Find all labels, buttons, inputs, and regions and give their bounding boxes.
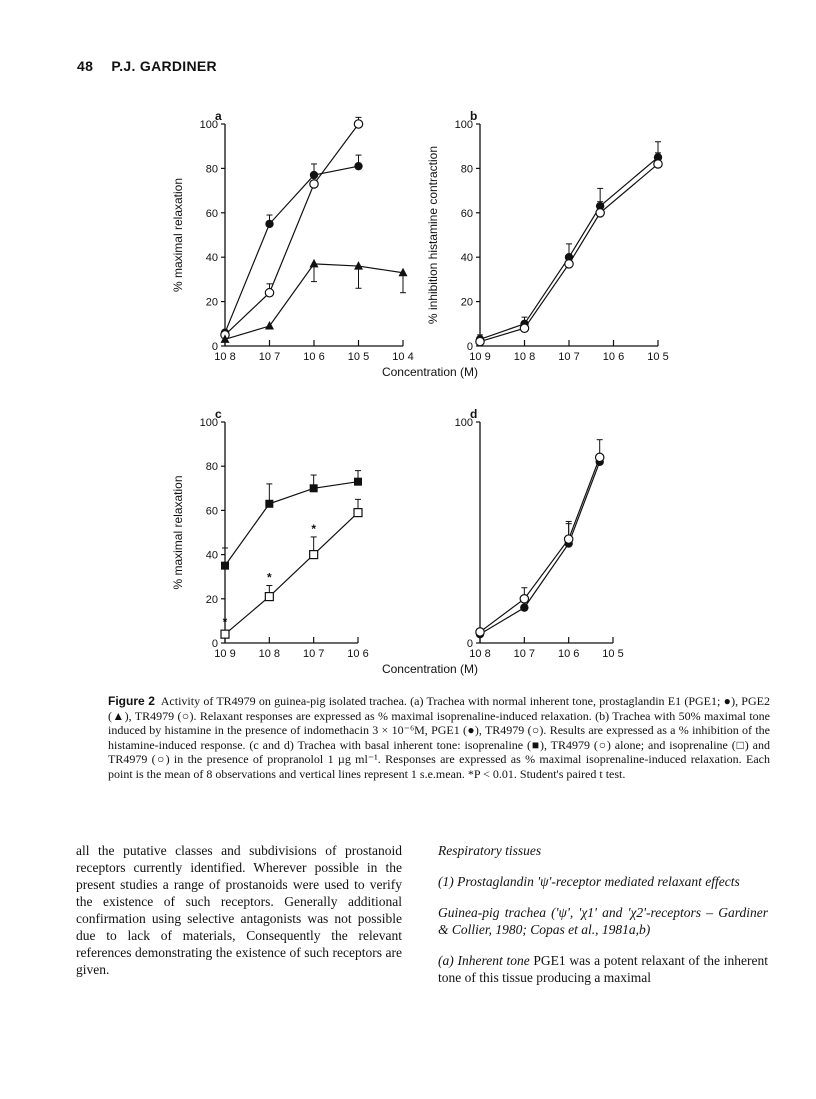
- para-lead: (a) Inherent tone: [438, 953, 530, 968]
- significance-marker: *: [222, 615, 228, 630]
- y-tick-label: 0: [211, 341, 218, 353]
- tissue-heading: Guinea-pig trachea ('ψ', 'χ1' and 'χ2'-receptors – Gardiner & Collier, 1980; Copas et al., 1981a,b): [438, 905, 768, 937]
- data-point: [564, 535, 572, 543]
- data-point: [221, 562, 229, 570]
- y-tick-label: 60: [205, 505, 218, 518]
- data-point: [596, 209, 604, 217]
- series-tr4979: [221, 117, 363, 339]
- x-tick-label: 10 5: [647, 351, 669, 363]
- x-tick-label: 10 6: [303, 351, 325, 363]
- x-tick-label: 10 9: [214, 648, 236, 660]
- x-axis-title-top: Concentration (M): [381, 365, 479, 379]
- x-tick-label: 10 8: [258, 648, 281, 660]
- y-tick-label: 80: [460, 163, 473, 176]
- chart-panel-a: [171, 109, 414, 363]
- data-point: [520, 595, 528, 603]
- data-point: [354, 509, 362, 517]
- x-axis-title-bottom: Concentration (M): [381, 662, 479, 676]
- x-tick-label: 10 8: [469, 648, 491, 660]
- data-point: [265, 593, 273, 601]
- panel-label: a: [215, 109, 222, 123]
- y-tick-label: 20: [205, 296, 218, 309]
- series-line: [480, 457, 600, 632]
- chart-panel-b: [426, 109, 669, 363]
- series-isoprenaline-tr4979: [221, 499, 362, 638]
- data-point: [520, 603, 528, 611]
- subsection-title: (1) Prostaglandin 'ψ'-receptor mediated relaxant effects: [438, 874, 740, 889]
- y-tick-label: 80: [205, 461, 218, 474]
- y-tick-label: 60: [205, 207, 218, 220]
- series-pge2: [221, 259, 408, 343]
- y-tick-label: 20: [460, 296, 473, 309]
- page-number: 48: [77, 58, 94, 74]
- y-tick-label: 40: [460, 252, 473, 265]
- body-left-paragraph: all the putative classes and subdivisions of prostanoid receptors currently identified. Wherever possible in the present studies a range of prostanoids were used to verify the existence of such receptors. Generally additional confirmation using selective antagonists was not possible due to lack of materials, Consequently the relevant references demonstrating the existence of such receptors are given.: [76, 843, 402, 977]
- significance-marker: *: [266, 570, 272, 585]
- y-tick-label: 20: [205, 593, 218, 606]
- y-tick-label: 60: [460, 207, 473, 220]
- y-axis-title: % maximal relaxation: [171, 177, 185, 293]
- series-line: [225, 482, 358, 566]
- x-tick-label: 10 7: [258, 351, 281, 363]
- y-tick-label: 40: [205, 549, 218, 562]
- x-tick-label: 10 8: [513, 351, 536, 363]
- section-title: Respiratory tissues: [438, 843, 542, 858]
- series-pge1: [476, 142, 662, 344]
- x-tick-label: 10 7: [558, 351, 580, 363]
- body-right-column: [438, 842, 768, 1000]
- y-tick-label: 80: [205, 163, 218, 176]
- data-point: [476, 628, 484, 636]
- y-tick-label: 100: [454, 417, 473, 429]
- data-point: [520, 324, 528, 332]
- y-tick-label: 100: [199, 119, 218, 131]
- y-tick-label: 100: [199, 417, 218, 429]
- y-tick-label: 0: [466, 638, 473, 650]
- x-tick-label: 10 4: [392, 351, 414, 363]
- body-left-column: [76, 842, 402, 978]
- data-point: [265, 220, 273, 228]
- data-point: [565, 260, 573, 268]
- caption-text: Activity of TR4979 on guinea-pig isolated trachea. (a) Trachea with normal inherent tone, prostaglandin E1 (PGE1; ●), PGE2 (▲), TR4979 (○). Relaxant responses are expressed as % maximal isoprenaline-induced relaxation. (b) Trachea with 50% maximal tone induced by histamine in the presence of indomethacin 3 × 10⁻⁶M, PGE1 (●), TR4979 (○). Results are expressed as a % inhibition of the histamine-induced response. (c and d) Trachea with basal inherent tone: isoprenaline (■), TR4979 (○) alone; and isoprenaline (□) and TR4979 (○) in the presence of propranolol 1 µg ml⁻¹. Responses are expressed as % maximal isoprenaline-induced relaxation. Each point is the mean of 8 observations and vertical lines represent 1 s.e.mean. *P < 0.01. Student's paired t test.: [108, 694, 770, 781]
- data-point: [265, 289, 273, 297]
- inherent-tone-paragraph: [438, 952, 768, 986]
- data-point: [310, 551, 318, 559]
- data-point: [596, 453, 604, 461]
- significance-marker: *: [311, 521, 317, 536]
- y-axis-title: % maximal relaxation: [171, 475, 185, 590]
- running-author: P.J. GARDINER: [111, 58, 217, 74]
- series-tr4979-alone-filled-: [476, 458, 604, 639]
- data-point: [354, 162, 362, 170]
- series-isoprenaline: [221, 471, 362, 570]
- panel-label: b: [470, 109, 478, 123]
- data-point: [221, 630, 229, 638]
- data-point: [476, 337, 484, 345]
- data-point: [310, 180, 318, 188]
- y-tick-label: 0: [211, 638, 218, 650]
- y-tick-label: 40: [205, 252, 218, 265]
- y-tick-label: 100: [454, 119, 473, 131]
- data-point: [310, 259, 319, 268]
- series-line: [222, 513, 358, 635]
- x-tick-label: 10 6: [347, 648, 369, 660]
- x-tick-label: 10 7: [513, 648, 536, 660]
- x-tick-label: 10 7: [302, 648, 325, 660]
- x-tick-label: 10 9: [469, 351, 491, 363]
- series-line: [225, 124, 359, 335]
- para-text: PGE1 was a potent relaxant of the inherent tone of this tissue producing a maximal: [438, 953, 768, 985]
- data-point: [310, 484, 318, 492]
- series-line: [225, 166, 359, 333]
- x-tick-label: 10 6: [602, 351, 625, 363]
- series-pge1: [221, 155, 363, 337]
- chart-panel-c: [171, 407, 369, 660]
- x-tick-label: 10 8: [214, 351, 236, 363]
- series-line: [480, 462, 600, 634]
- chart-panel-d: [455, 407, 624, 660]
- y-tick-label: 0: [466, 341, 473, 353]
- x-tick-label: 10 5: [602, 648, 624, 660]
- data-point: [654, 160, 662, 168]
- data-point: [354, 478, 362, 486]
- panel-label: c: [215, 407, 222, 421]
- caption-label: Figure 2: [108, 694, 155, 708]
- panel-label: d: [470, 407, 478, 421]
- data-point: [354, 120, 362, 128]
- y-axis-title: % inhibition histamine contraction: [426, 145, 440, 325]
- x-tick-label: 10 6: [557, 648, 580, 660]
- data-point: [265, 500, 273, 508]
- series-tr4979-propranolol: [476, 440, 604, 636]
- figure-caption: [108, 694, 770, 782]
- x-tick-label: 10 5: [347, 351, 370, 363]
